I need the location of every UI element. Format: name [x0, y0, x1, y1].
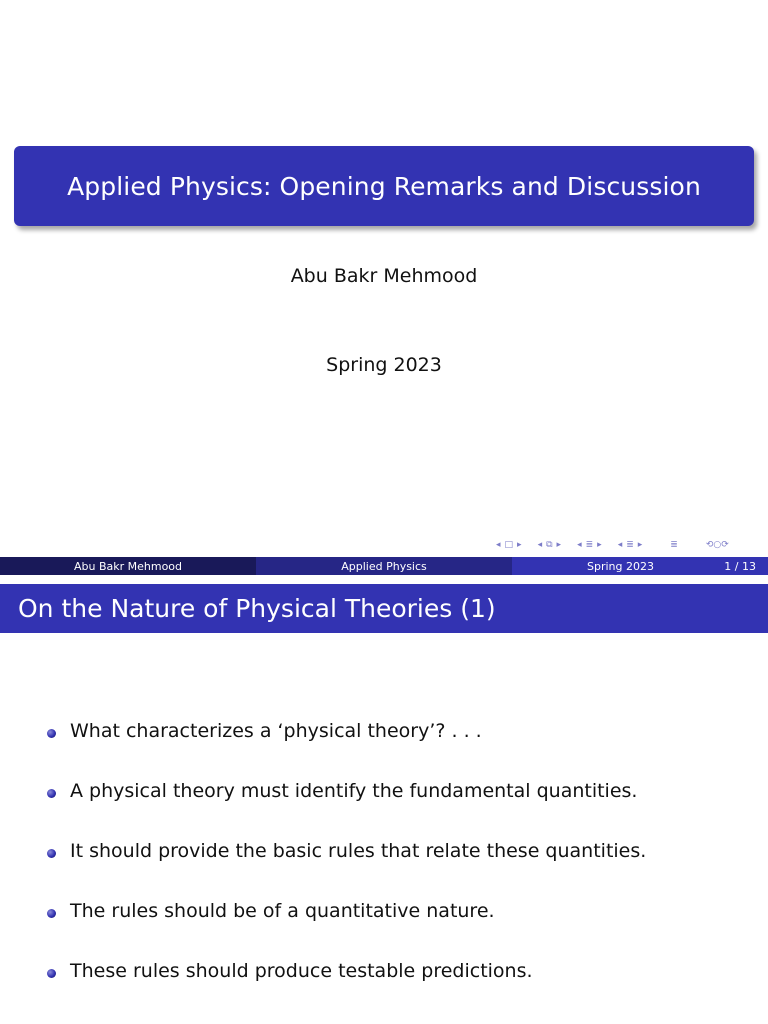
bullet-text: It should provide the basic rules that relate these quantities.	[70, 840, 647, 862]
page-number: 1 / 13	[724, 559, 756, 573]
presentation-title: Applied Physics: Opening Remarks and Discussion	[67, 171, 701, 201]
search-icon[interactable]: ⟲○⟳	[705, 540, 729, 550]
bullet-text: A physical theory must identify the fundamental quantities.	[70, 780, 638, 802]
author-name: Abu Bakr Mehmood	[290, 265, 478, 287]
footer-date	[512, 557, 768, 575]
title-box	[14, 146, 754, 226]
section-next-icon[interactable]: ▸	[597, 540, 602, 550]
bullet-icon	[47, 909, 56, 918]
footer-title	[256, 557, 512, 575]
footer-author	[0, 557, 256, 575]
list-item	[0, 836, 768, 896]
section-next-icon[interactable]: ▸	[637, 540, 643, 550]
list-item	[0, 776, 768, 836]
content-slide	[0, 576, 768, 1024]
bullet-icon	[47, 789, 56, 798]
frame-title: On the Nature of Physical Theories (1)	[18, 594, 496, 623]
nav-next-icon[interactable]: ▸	[556, 540, 562, 550]
list-item	[0, 716, 768, 776]
nav-prev-icon[interactable]: ◂	[496, 540, 501, 550]
footer-title-text: Applied Physics	[341, 559, 427, 573]
nav-prev-icon[interactable]: ◂	[537, 540, 543, 550]
bullet-text: These rules should produce testable predictions.	[70, 960, 533, 982]
align-icon[interactable]: ≣	[670, 540, 678, 550]
section-prev-icon[interactable]: ◂	[577, 540, 582, 550]
list-item	[0, 896, 768, 956]
section-icon[interactable]: ≣	[626, 540, 634, 550]
bullet-text: The rules should be of a quantitative nature.	[70, 900, 495, 922]
bullet-icon	[47, 969, 56, 978]
beamer-navigation-bar[interactable]	[496, 538, 764, 552]
bullet-list	[0, 716, 768, 1016]
frame-title-bar	[0, 584, 768, 633]
bullet-icon	[47, 849, 56, 858]
footer-date-text: Spring 2023	[587, 559, 654, 573]
list-item	[0, 956, 768, 1016]
nav-next-icon[interactable]: ▸	[517, 540, 522, 550]
presentation-date: Spring 2023	[326, 354, 442, 376]
bullet-text: What characterizes a ‘physical theory’? . . .	[70, 720, 482, 742]
frame-icon[interactable]: □	[504, 540, 514, 550]
section-icon[interactable]: ≣	[585, 540, 594, 550]
slide-footer	[0, 557, 768, 575]
bullet-icon	[47, 729, 56, 738]
footer-author-text: Abu Bakr Mehmood	[73, 559, 183, 573]
subsection-icon[interactable]: ⧉	[546, 540, 553, 550]
section-prev-icon[interactable]: ◂	[617, 540, 623, 550]
